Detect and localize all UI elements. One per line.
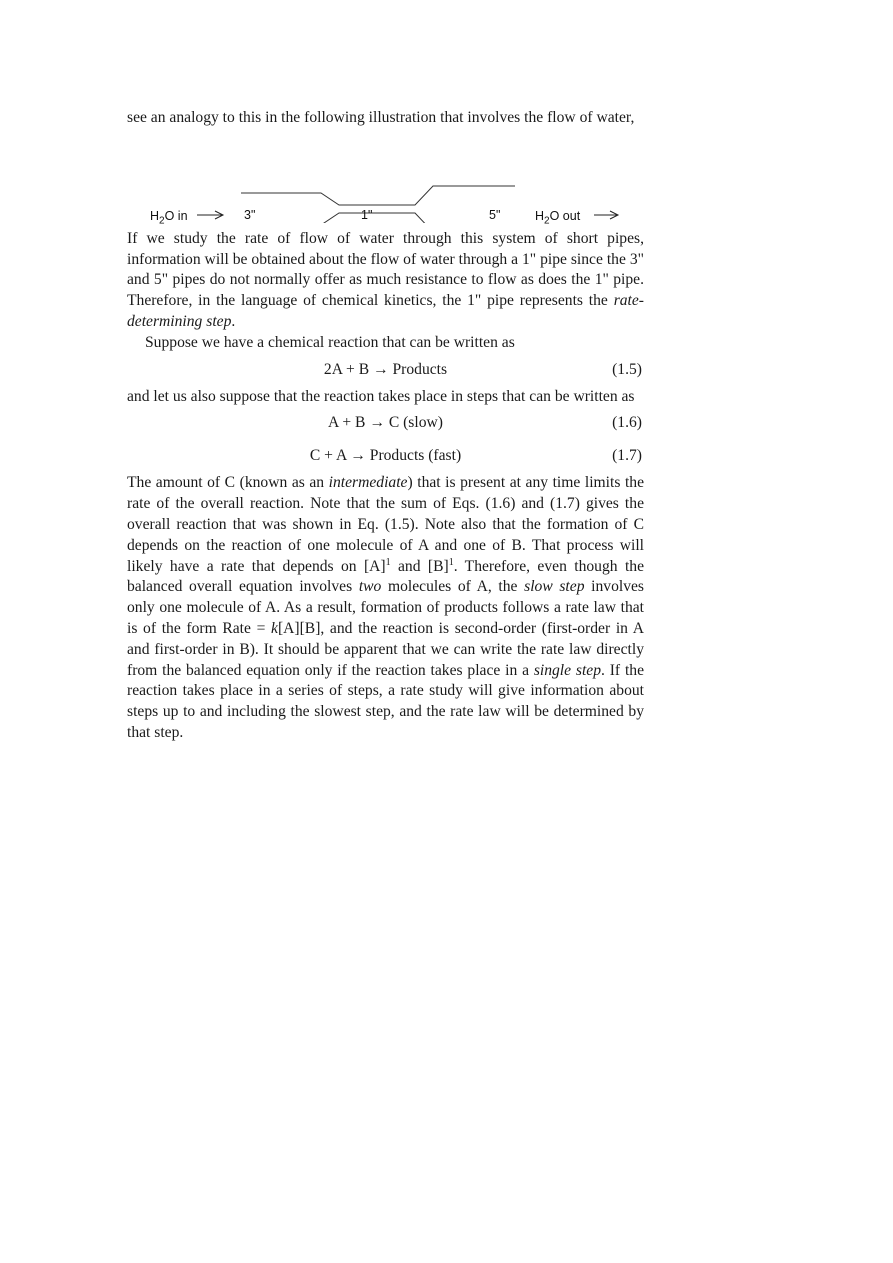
paragraph-suppose: Suppose we have a chemical reaction that can be written as [145, 333, 515, 351]
pipe-bottom-wall [241, 213, 515, 223]
equation-text: A + B → C (slow) [328, 414, 443, 432]
inlet-label: $H_2O$ in [150, 208, 188, 227]
outlet-arrow-icon [594, 211, 618, 219]
pipe-flow-illustration [127, 135, 644, 227]
page-content [127, 108, 644, 744]
equation-1-7 [127, 440, 644, 473]
equation-1-5 [127, 354, 644, 387]
equation-text: C + A → Products (fast) [309, 447, 462, 465]
paragraph-rate-determining: If we study the rate of flow of water through this system of short pipes, information will be obtained about the flow of water through a 1" pipe since the 3" and 5" pipes do not normally offer as much resistance to flow as does the 1" pipe. Therefore, in the language of chemical kinetics, the 1" pipe represents the rate-determining step. [127, 229, 644, 330]
paragraph-steps: and let us also suppose that the reaction takes place in steps that can be written as [127, 387, 635, 405]
paragraph-intro: see an analogy to this in the following illustration that involves the flow of water, [127, 109, 635, 126]
pipe-5-label: 5" [489, 207, 501, 222]
inlet-arrow-icon [197, 211, 223, 219]
equation-number: (1.6) [612, 414, 642, 432]
equation-text: 2A + B → Products [323, 360, 448, 378]
equation-1-6 [127, 407, 644, 440]
pipe-top-wall [241, 186, 515, 205]
pipe-1-label: 1" [361, 207, 373, 222]
paragraph-intermediate: The amount of C (known as an intermediate) that is present at any time limits the rate of the overall reaction. Note that the sum of Eqs. (1.6) and (1.7) gives the overall reaction that was shown in Eq. (1.5). Note also that the formation of C depends on the reaction of one molecule of A and one of B. That process will likely have a rate that depends on $[A]^1$ and $[B]^1$. Therefore, even though the balanced overall equation involves two molecules of A, the slow step involves only one molecule of A. As a result, formation of products follows a rate law that is of the form Rate = k[A][B], and the reaction is second-order (first-order in A and first-order in B). It should be apparent that we can write the rate law directly from the balanced equation only if the reaction takes place in a single step. If the reaction takes place in a series of steps, a rate study will give information about steps up to and including the slowest step, and the rate law will be determined by that step. [127, 474, 644, 741]
pipe-3-label: 3" [244, 207, 256, 222]
equation-number: (1.7) [612, 447, 642, 465]
outlet-label: $H_2O$ out [535, 208, 581, 227]
equation-number: (1.5) [612, 360, 642, 378]
